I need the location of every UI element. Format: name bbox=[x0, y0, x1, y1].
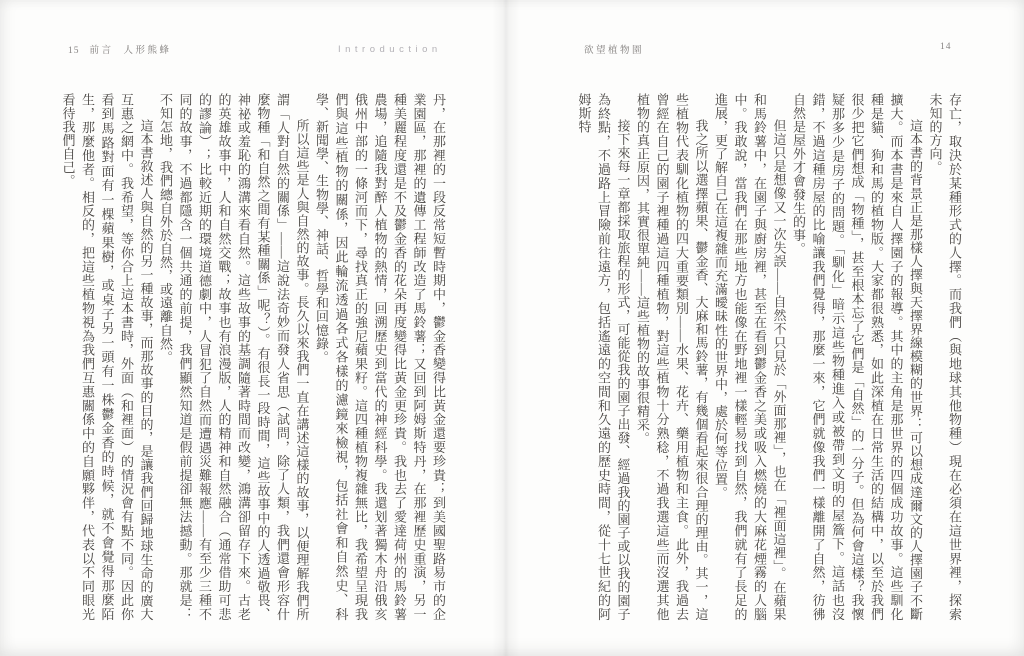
right-page bbox=[518, 0, 1024, 656]
paragraph: 但這只是想像又一次失誤——自然不只見於「外面那裡」，也在「裡面這裡」。在蘋果和馬鈴薯中，在園子與廚房裡，甚至在看到鬱金香之美或吸入燃燒的大麻花煙霧的人腦中。我敢說，當我們在那些地方也能像在野地裡一樣輕易找到自然，我們就有了長足的進展，更了解自己在這複雜而充滿曖昧性的世界中，處於何等位置。 bbox=[713, 93, 787, 621]
paragraph: 這本書敘述人與自然的另一種故事，而那故事的目的，是讓我們回歸地球生命的廣大互惠之網中。我希望，等你合上這本書時，外面（和裡面）的情況會有點不同。因此你看到馬路對面有一棵蘋果樹，或桌子另一頭有一株鬱金香的時候，就不會覺得那麼陌生，那麼他者。相反的，把這些植物視為我們互惠關係中的自願夥伴，代表以不同眼光看待我們自己。 bbox=[60, 93, 154, 621]
left-running-head bbox=[68, 42, 172, 56]
introduction-running-head: Introduction bbox=[338, 44, 442, 55]
section-label: 前言 bbox=[89, 46, 114, 56]
paragraph: 所以這些是人與自然的故事。長久以來我們一直在講述這樣的故事，以便理解我們所謂「人對自然的關係」——這說法奇妙而發人省思（試問，除了人類，我們還會形容什麼物種「和自然之間有某種關係」呢？）。有很長一段時間，這些故事中的人透過敬畏、神祕或羞恥的鴻溝來看自然。這些故事的基調隨著時間而改變，鴻溝卻留存下來。古老的英雄故事中，人和自然交戰；故事也有浪漫版，人的精神和自然融合（通常借助可悲的謬論）；比較近期的環境道德劇中，人冒犯了自然而遭遇災難報應——有至少三種不同的故事，不過都隱含一個共通的前提，我們顯然知道是假前提卻無法撼動。那就是：不知怎地，我們總自外於自然，或遠離自然。 bbox=[158, 93, 310, 621]
left-page bbox=[0, 0, 506, 656]
paragraph: 接下來每一章都採取旅程的形式，可能從我的園子出發、經過我的園子或以我的園子為終點，不過路上冒險前往遠方，包括遙遠的空間和久遠的歷史時間，從十七世紀的阿姆斯特 bbox=[576, 93, 631, 621]
paragraph: 這本書的背景正是那樣人擇與天擇界線模糊的世界：可以想成達爾文的人擇園子不斷擴大。而本書是來自人擇園子的報導。其中的主角是那世界的四個成功故事。這些馴化種是貓、狗和馬的植物版。大家都很熟悉，如此深植在日常生活的結構中，以至於我們很少把它們想成「物種」，甚至根本忘了它們是「自然」的一分子。但為何會這樣？我懷疑那多少是房子的問題。「馴化」暗示這些物種進入或被帶到文明的屋簷下。這話也沒錯，不過這種房屋的比喻讓我們覺得，那麼一來，它們就像我們一樣離開了自然，彷彿自然是屋外才會發生的事。 bbox=[791, 93, 923, 621]
paragraph: 存亡，取決於某種形式的人擇。而我們（與地球其他物種）現在必須在這世界裡，探索未知的方向。 bbox=[927, 93, 962, 621]
left-page-body-text bbox=[58, 93, 448, 621]
chapter-title: 人形熊蜂 bbox=[123, 46, 172, 56]
paragraph: 丹，在那裡的一段反常短暫時期中，鬱金香變得比黃金還要珍貴；到美國聖路易市的企業園區，那裡的遺傳工程師改造了馬鈴薯；又回到阿姆斯特丹，在那裡歷史重演，另一種美麗程度還是不及鬱金香的花朵再度變得比黃金更珍貴。我也去了愛達荷州的馬鈴薯農場，追隨我對醉人植物的熱情，回溯歷史到當代的神經科學。我還划著獨木舟沿俄亥俄州中部的一條河而下，尋找真正的強尼蘋果籽。這四種植物複雜無比，我希望呈現我們與這些植物的關係，因此輪流透過各式各樣的濾鏡來檢視，包括社會和自然史、科學、新聞學、生物學、神話、哲學和回憶錄。 bbox=[314, 93, 446, 621]
right-page-number: 14 bbox=[940, 42, 952, 52]
paragraph: 我之所以選擇蘋果、鬱金香、大麻和馬鈴薯，有幾個看起來很合理的理由。其一，這些植物代表馴化植物的四大重要類別——水果、花卉、藥用植物和主食。此外，我過去曾經在自己的園子裡種過這四種植物，對這些植物十分熟稔，不過我選這些而沒選其他植物的真正原因，其實很單純——這些植物的故事很精采。 bbox=[635, 93, 709, 621]
right-page-body-text bbox=[574, 93, 964, 621]
page-gutter-shadow bbox=[492, 0, 520, 656]
right-running-head: 欲望植物園 bbox=[584, 46, 645, 56]
left-page-number: 15 bbox=[68, 46, 80, 56]
